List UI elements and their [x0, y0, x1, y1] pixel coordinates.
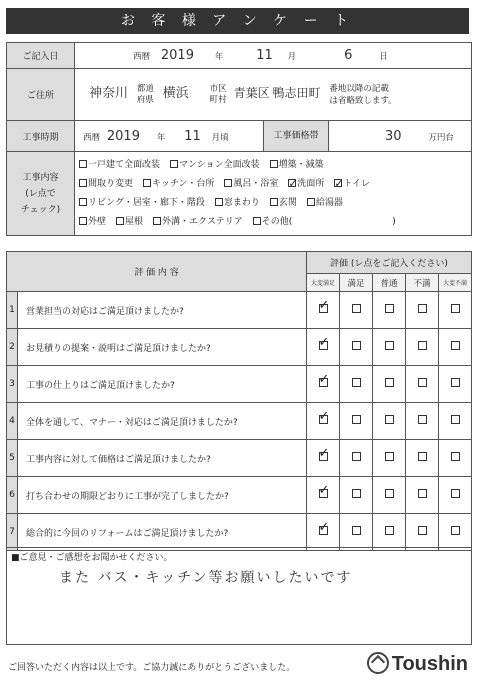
rating-checkbox[interactable]	[352, 415, 361, 424]
question-row	[7, 477, 472, 514]
address-ward: 青葉区	[233, 86, 270, 101]
rating-checkbox[interactable]	[319, 415, 328, 424]
rating-checkbox[interactable]	[451, 415, 460, 424]
work-content-option[interactable]: )	[392, 216, 396, 227]
footer-text: ご回答いただく内容は以上です。ご協力誠にありがとうございました。	[8, 663, 296, 673]
rating-cell	[439, 440, 472, 477]
checkbox-icon[interactable]	[79, 217, 87, 225]
question-row	[7, 329, 472, 366]
checkbox-icon[interactable]	[215, 198, 223, 206]
rating-cell	[406, 477, 439, 514]
rating-checkbox[interactable]	[319, 304, 328, 313]
work-content-option[interactable]: 間取り変更	[79, 179, 133, 189]
rating-checkbox[interactable]	[352, 304, 361, 313]
checkbox-icon[interactable]	[253, 217, 261, 225]
rating-cell	[340, 514, 373, 551]
comment-text: また バス・キッチン等お願いしたいです	[59, 570, 353, 586]
evaluation-table	[6, 251, 472, 551]
work-content-option[interactable]: マンション全面改装	[170, 160, 260, 170]
address-field: 神奈川 都道 府県 横浜 市区 町村 青葉区 鴨志田町 番地以降の記載 は省略致します。	[75, 69, 472, 121]
rating-col-header: 大変満足	[307, 274, 340, 292]
rating-cell	[373, 440, 406, 477]
rating-cell	[439, 403, 472, 440]
comment-box	[6, 547, 472, 645]
rating-checkbox[interactable]	[418, 304, 427, 313]
rating-checkbox[interactable]	[319, 526, 328, 535]
checkbox-icon[interactable]	[116, 217, 124, 225]
rating-cell	[373, 514, 406, 551]
rating-checkbox[interactable]	[385, 526, 394, 535]
question-text: 打ち合わせの期限どおりに工事が完了しましたか?	[18, 477, 307, 514]
checkbox-icon[interactable]	[270, 160, 278, 168]
checkbox-icon[interactable]	[79, 160, 87, 168]
rating-checkbox[interactable]	[418, 341, 427, 350]
rating-cell	[373, 403, 406, 440]
address-city: 横浜	[162, 86, 189, 102]
work-month: 11	[184, 128, 201, 144]
date-month: 11	[256, 48, 273, 63]
question-row	[7, 514, 472, 551]
work-content-row	[79, 156, 467, 175]
rating-checkbox[interactable]	[319, 378, 328, 387]
work-content-option[interactable]: 増築・減築	[270, 160, 324, 170]
rating-cell	[373, 366, 406, 403]
rating-cell	[373, 477, 406, 514]
rating-col-header: 大変不満	[439, 274, 472, 292]
rating-checkbox[interactable]	[451, 526, 460, 535]
rating-checkbox[interactable]	[385, 452, 394, 461]
date-day: 6	[344, 48, 353, 63]
address-pref: 神奈川	[89, 86, 129, 102]
work-content-option[interactable]: キッチン・台所	[143, 179, 214, 189]
rating-cell	[307, 329, 340, 366]
work-content-row	[79, 213, 467, 232]
question-number: 6	[7, 477, 18, 514]
company-logo: Toushin	[367, 652, 468, 676]
work-content-option[interactable]: 窓まわり	[215, 198, 260, 208]
checkbox-icon[interactable]	[224, 179, 232, 187]
rating-cell	[307, 514, 340, 551]
question-number: 5	[7, 440, 18, 477]
work-content-row	[79, 175, 467, 194]
price-value: 30	[385, 128, 402, 144]
info-table	[6, 42, 472, 236]
rating-cell	[439, 329, 472, 366]
date-field: 西暦 2019 年 11 月 6 日	[75, 43, 472, 69]
rating-cell	[373, 292, 406, 329]
work-content-label: 工事内容 (レ点で チェック)	[7, 152, 75, 236]
work-content-option[interactable]: ✓ トイレ	[334, 179, 370, 189]
rating-checkbox[interactable]	[352, 489, 361, 498]
checkbox-icon[interactable]	[288, 179, 296, 187]
eval-rating-header: 評価 (レ点をご記入ください)	[307, 252, 472, 274]
work-year: 2019	[106, 128, 140, 144]
work-content-option[interactable]: 玄関	[270, 198, 297, 208]
rating-cell	[307, 477, 340, 514]
work-period-field: 西暦 2019 年 11 月頃 工事価格帯 30 万円台	[75, 121, 472, 152]
checkbox-icon[interactable]	[170, 160, 178, 168]
work-content-checklist	[75, 152, 472, 236]
rating-checkbox[interactable]	[319, 489, 328, 498]
rating-cell	[406, 292, 439, 329]
rating-cell	[406, 366, 439, 403]
date-year: 2019	[160, 48, 194, 63]
question-number: 7	[7, 514, 18, 551]
rating-cell	[307, 440, 340, 477]
work-content-option[interactable]: 一戸建て全面改装	[79, 160, 160, 170]
rating-cell	[307, 366, 340, 403]
question-row	[7, 440, 472, 477]
checkbox-icon[interactable]	[270, 198, 278, 206]
checkbox-icon[interactable]	[143, 179, 151, 187]
rating-cell	[439, 366, 472, 403]
rating-cell	[340, 366, 373, 403]
rating-checkbox[interactable]	[352, 378, 361, 387]
rating-checkbox[interactable]	[418, 415, 427, 424]
rating-cell	[439, 292, 472, 329]
work-content-option[interactable]: 屋根	[116, 217, 143, 227]
form-title: お 客 様 ア ン ケ ー ト	[6, 8, 469, 34]
comment-label: ■ご意見・ご感想をお聞かせください。	[11, 553, 173, 563]
rating-cell	[340, 329, 373, 366]
work-content-row	[79, 194, 467, 213]
rating-cell	[406, 514, 439, 551]
question-text: 営業担当の対応はご満足頂けましたか?	[18, 292, 307, 329]
question-text: お見積りの提案・説明はご満足頂けましたか?	[18, 329, 307, 366]
rating-checkbox[interactable]	[352, 341, 361, 350]
rating-cell	[406, 329, 439, 366]
rating-col-header: 普通	[373, 274, 406, 292]
rating-cell	[439, 514, 472, 551]
checkbox-icon[interactable]	[79, 179, 87, 187]
work-content-option[interactable]: ✓ 洗面所	[288, 179, 324, 189]
rating-checkbox[interactable]	[451, 304, 460, 313]
rating-col-header: 不満	[406, 274, 439, 292]
rating-checkbox[interactable]	[385, 489, 394, 498]
rating-checkbox[interactable]	[352, 526, 361, 535]
question-text: 総合的に今回のリフォームはご満足頂けましたか?	[18, 514, 307, 551]
rating-checkbox[interactable]	[418, 489, 427, 498]
question-text: 工事内容に対して価格はご満足頂けましたか?	[18, 440, 307, 477]
question-number: 4	[7, 403, 18, 440]
rating-cell	[373, 329, 406, 366]
work-period-label: 工事時期	[7, 121, 75, 152]
rating-cell	[340, 440, 373, 477]
rating-checkbox[interactable]	[385, 341, 394, 350]
address-label: ご住所	[7, 69, 75, 121]
rating-checkbox[interactable]	[319, 341, 328, 350]
house-icon	[367, 652, 389, 674]
rating-checkbox[interactable]	[385, 304, 394, 313]
work-content-option[interactable]: リビング・居室・廊下・階段	[79, 198, 205, 208]
rating-checkbox[interactable]	[451, 341, 460, 350]
rating-checkbox[interactable]	[418, 452, 427, 461]
work-content-option[interactable]: 給湯器	[307, 198, 343, 208]
price-label: 工事価格帯	[263, 121, 329, 151]
rating-checkbox[interactable]	[451, 489, 460, 498]
rating-checkbox[interactable]	[451, 378, 460, 387]
rating-cell	[439, 477, 472, 514]
rating-checkbox[interactable]	[352, 452, 361, 461]
question-text: 全体を通して、マナー・対応はご満足頂けましたか?	[18, 403, 307, 440]
rating-cell	[406, 403, 439, 440]
rating-cell	[406, 440, 439, 477]
question-number: 1	[7, 292, 18, 329]
rating-col-header: 満足	[340, 274, 373, 292]
date-label: ご記入日	[7, 43, 75, 69]
rating-cell	[340, 403, 373, 440]
work-content-option[interactable]: 外壁	[79, 217, 106, 227]
work-content-option[interactable]: 風呂・浴室	[224, 179, 278, 189]
rating-checkbox[interactable]	[385, 378, 394, 387]
question-number: 3	[7, 366, 18, 403]
rating-cell	[307, 292, 340, 329]
question-row	[7, 366, 472, 403]
question-row	[7, 292, 472, 329]
rating-checkbox[interactable]	[418, 378, 427, 387]
checkbox-icon[interactable]	[307, 198, 315, 206]
work-content-option[interactable]: その他(	[253, 217, 293, 227]
rating-checkbox[interactable]	[385, 415, 394, 424]
eval-content-header: 評 価 内 容	[7, 252, 307, 292]
checkbox-icon[interactable]	[153, 217, 161, 225]
rating-cell	[340, 292, 373, 329]
question-row	[7, 403, 472, 440]
rating-cell	[307, 403, 340, 440]
checkbox-icon[interactable]	[79, 198, 87, 206]
work-content-option[interactable]: 外溝・エクステリア	[153, 217, 243, 227]
rating-cell	[340, 477, 373, 514]
question-text: 工事の仕上りはご満足頂けましたか?	[18, 366, 307, 403]
checkbox-icon[interactable]	[334, 179, 342, 187]
rating-checkbox[interactable]	[451, 452, 460, 461]
address-town: 鴨志田町	[272, 86, 321, 101]
rating-checkbox[interactable]	[418, 526, 427, 535]
question-number: 2	[7, 329, 18, 366]
rating-checkbox[interactable]	[319, 452, 328, 461]
